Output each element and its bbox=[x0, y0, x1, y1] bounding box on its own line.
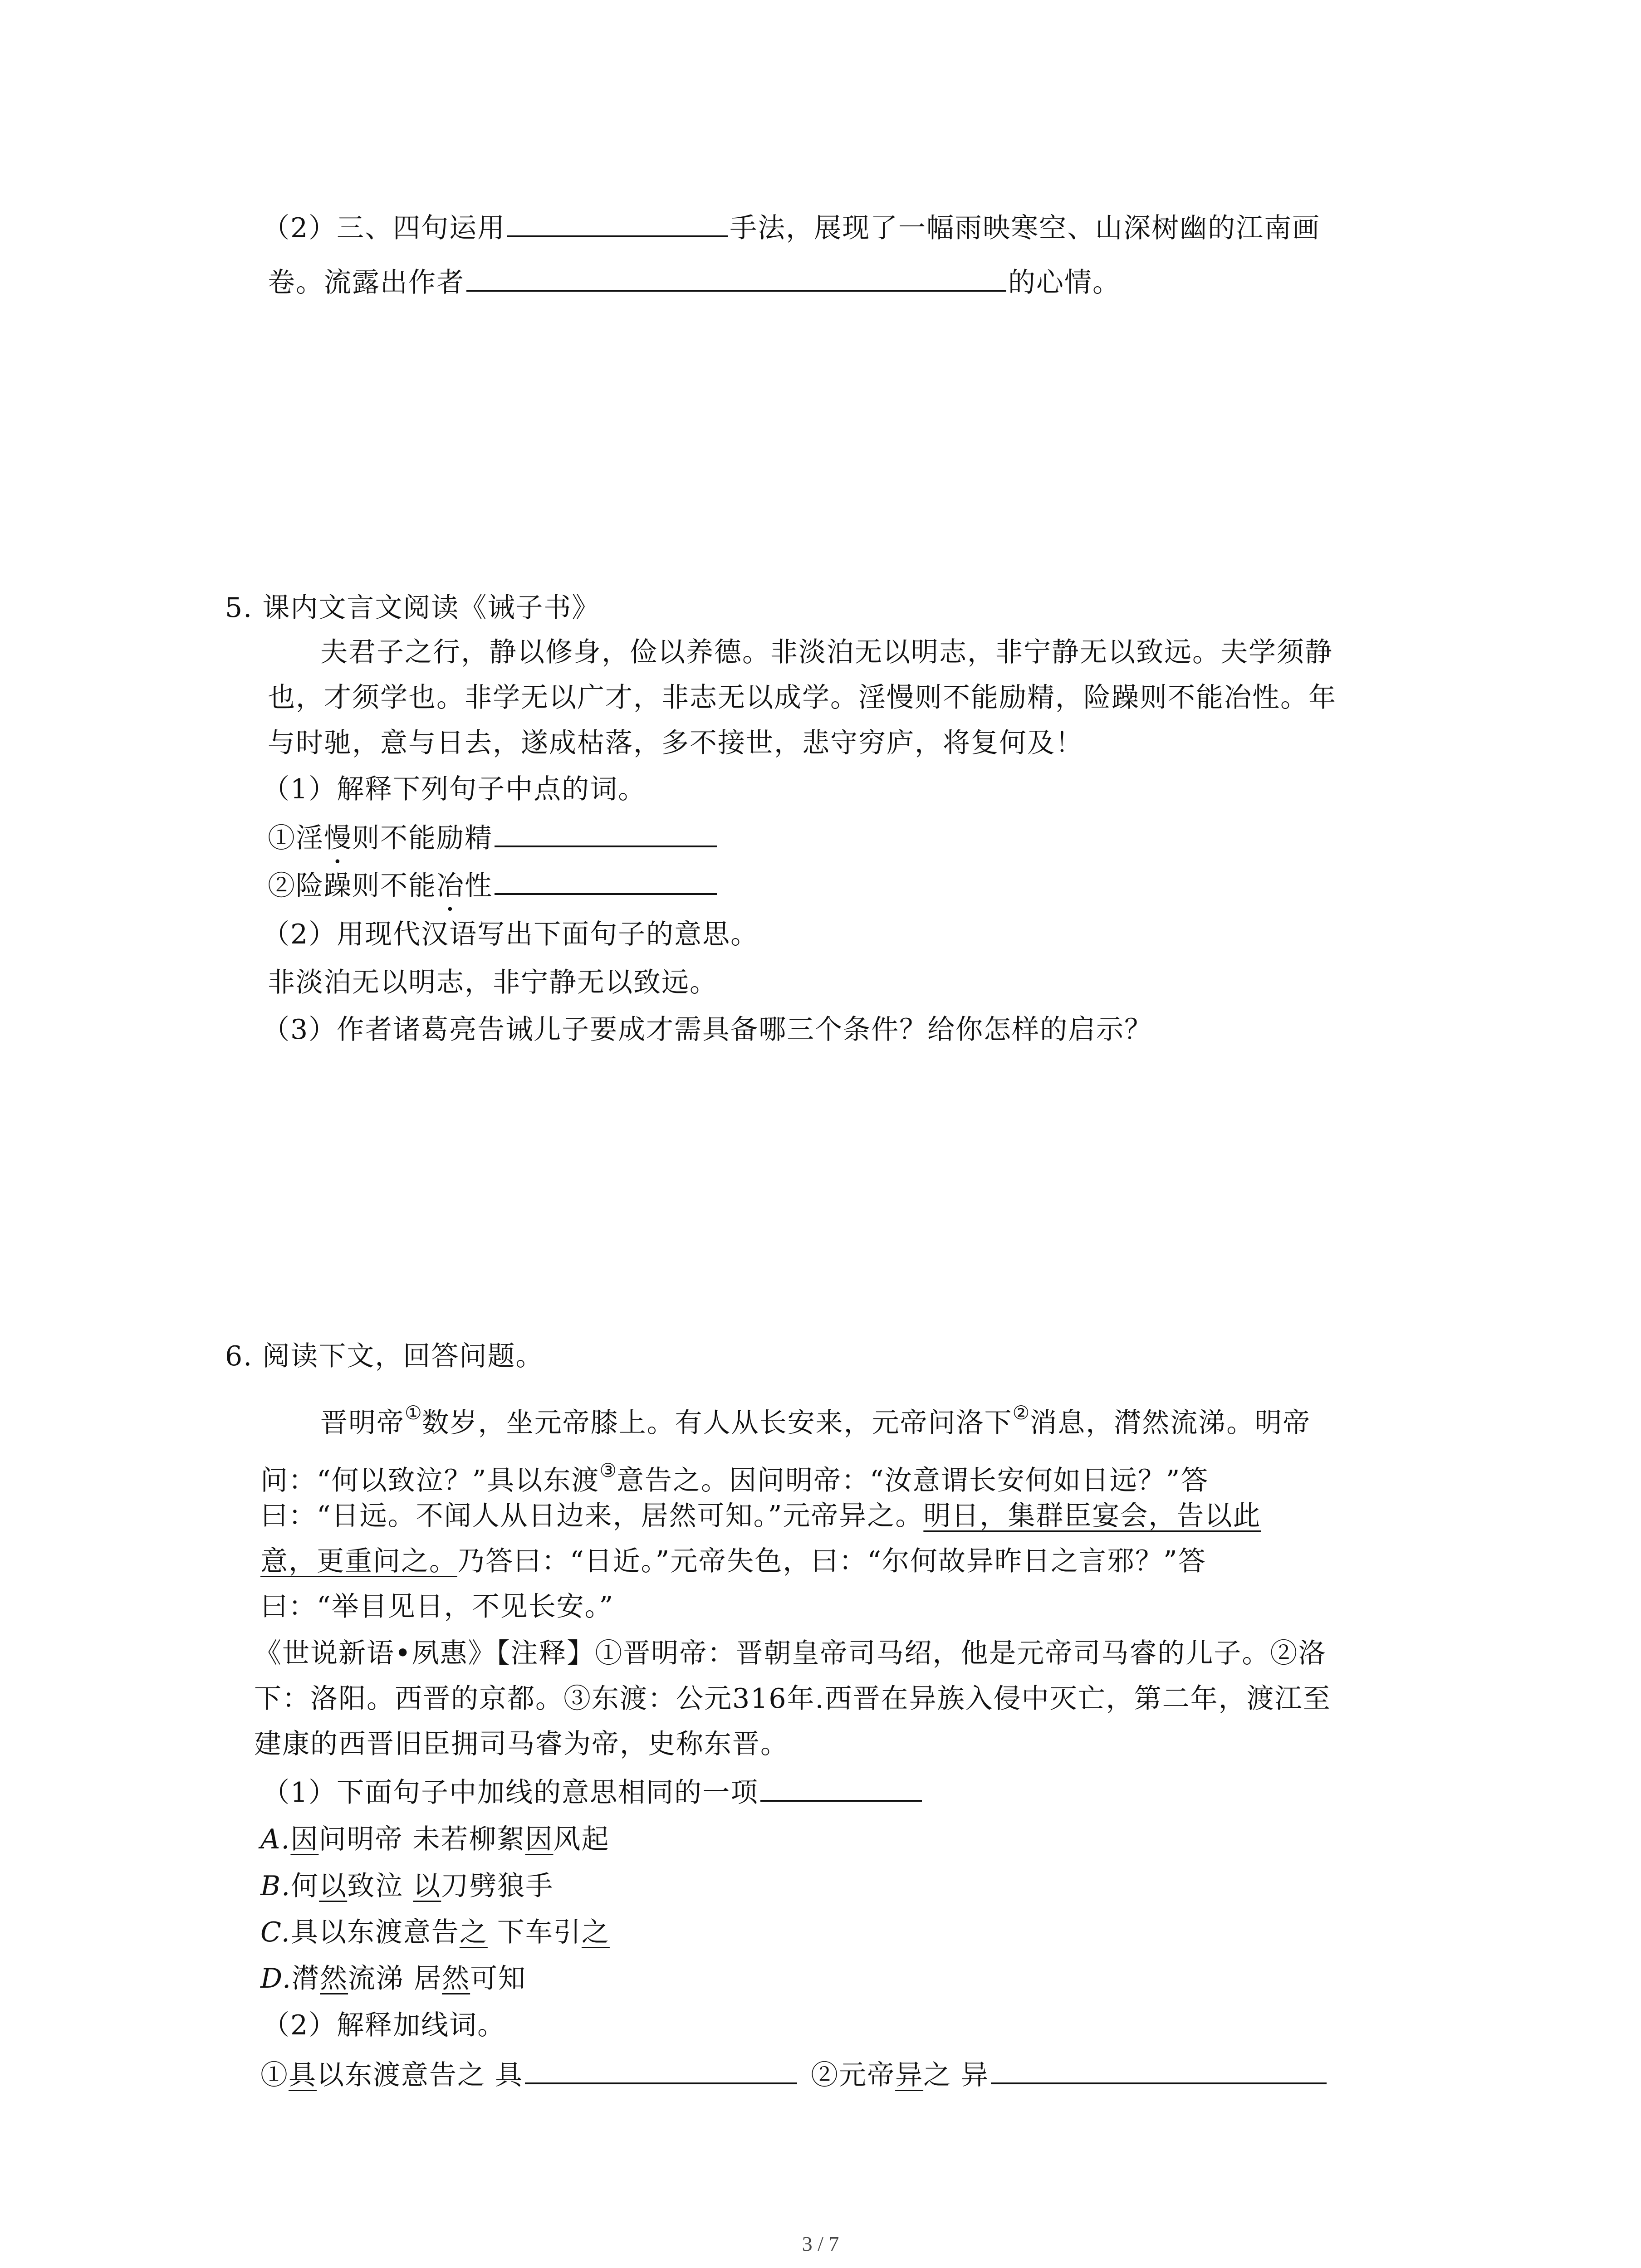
answer-blank[interactable] bbox=[991, 2058, 1327, 2084]
q5-sub2-sentence: 非淡泊无以明志，非宁静无以致远。 bbox=[268, 967, 718, 998]
q6-sub1 bbox=[262, 1774, 924, 1811]
dotted-word: 慢 bbox=[324, 822, 352, 854]
q4-sub2-text-c: 卷。流露出作者 bbox=[268, 267, 465, 298]
q5-sub2: （2）用现代汉语写出下面句子的意思。 bbox=[262, 919, 759, 950]
q6-note-line: 下：洛阳。西晋的京都。③东渡：公元316年.西晋在异族入侵中灭亡，第二年，渡江至 bbox=[254, 1683, 1331, 1715]
passage-text: 乃答曰：“日近。”元帝失色，曰：“尔何故异昨日之言邪？”答 bbox=[457, 1545, 1206, 1577]
q6-passage-line bbox=[260, 1498, 1261, 1534]
passage-text: 消息，潸然流涕。明帝 bbox=[1029, 1407, 1311, 1439]
q6-option-d[interactable] bbox=[260, 1960, 526, 1997]
underlined-word: 因 bbox=[290, 1823, 319, 1855]
underlined-word: 之 bbox=[581, 1916, 610, 1948]
q4-sub2-text-a: （2）三、四句运用 bbox=[262, 212, 506, 244]
q5-item1 bbox=[268, 820, 719, 856]
answer-blank[interactable] bbox=[466, 265, 1006, 292]
q6-note-line: 《世说新语•夙惠》【注释】①晋明帝：晋朝皇帝司马绍，他是元帝司马睿的儿子。②洛 bbox=[254, 1637, 1327, 1669]
answer-blank[interactable] bbox=[507, 211, 728, 237]
q5-sub1: （1）解释下列句子中点的词。 bbox=[262, 773, 647, 805]
option-text: 潸 bbox=[292, 1963, 320, 1994]
underlined-word: 异 bbox=[895, 2059, 924, 2091]
q5-passage-line: 也，才须学也。非学无以广才，非志无以成学。淫慢则不能励精，险躁则不能冶性。年 bbox=[268, 682, 1337, 714]
item-text: 以东渡意告之 具 bbox=[317, 2059, 524, 2091]
answer-blank[interactable] bbox=[495, 869, 717, 895]
q6-option-c[interactable] bbox=[260, 1914, 610, 1950]
item-text: ① bbox=[260, 2059, 289, 2091]
answer-blank[interactable] bbox=[760, 1775, 922, 1802]
option-text: 刀劈狼手 bbox=[441, 1870, 554, 1902]
item-text: ②险躁则不能 bbox=[268, 870, 436, 902]
q5-passage-line: 夫君子之行，静以修身，俭以养德。非淡泊无以明志，非宁静无以致远。夫学须静 bbox=[320, 636, 1333, 668]
q6-passage-line bbox=[260, 1543, 1206, 1579]
underlined-word: 以 bbox=[413, 1870, 441, 1902]
item-text: ②元帝 bbox=[811, 2059, 896, 2091]
q5-passage-line: 与时驰，意与日去，遂成枯落，多不接世，悲守穷庐，将复何及！ bbox=[268, 727, 1083, 759]
underlined-word: 具 bbox=[289, 2059, 317, 2091]
q6-note-line: 建康的西晋旧臣拥司马睿为帝，史称东晋。 bbox=[254, 1728, 789, 1760]
passage-text: 晋明帝 bbox=[320, 1407, 405, 1439]
q4-sub2-line2 bbox=[268, 264, 1121, 301]
item-text: ①淫 bbox=[268, 822, 324, 854]
option-letter: B. bbox=[260, 1870, 291, 1902]
answer-blank[interactable] bbox=[495, 821, 717, 847]
underlined-sentence: 明日，集群臣宴会，告以此 bbox=[923, 1500, 1261, 1532]
q5-item2 bbox=[268, 868, 719, 904]
option-text: 问明帝 未若柳絮 bbox=[318, 1823, 525, 1855]
page-number: 3 / 7 bbox=[802, 2232, 839, 2255]
dotted-word: 冶 bbox=[436, 870, 465, 902]
option-text: 具以东渡意告 bbox=[290, 1916, 460, 1948]
option-letter: D. bbox=[260, 1963, 292, 1994]
q6-passage-line: 曰：“举目见日，不见长安。” bbox=[260, 1591, 614, 1623]
underlined-word: 然 bbox=[320, 1963, 348, 1994]
option-text: 下车引 bbox=[487, 1916, 582, 1948]
note-marker: ① bbox=[405, 1402, 422, 1424]
passage-text: 意告之。因问明帝：“汝意谓长安何如日远？”答 bbox=[617, 1465, 1209, 1496]
option-letter: C. bbox=[260, 1916, 291, 1948]
passage-text: 数岁，坐元帝膝上。有人从长安来，元帝问洛下 bbox=[421, 1407, 1013, 1439]
q6-passage-line bbox=[260, 1452, 1209, 1496]
option-text: 流涕 居 bbox=[348, 1963, 442, 1994]
option-text: 致泣 bbox=[347, 1870, 413, 1902]
underlined-word: 之 bbox=[459, 1916, 488, 1948]
passage-text: 曰：“日远。不闻人从日边来，居然可知。”元帝异之。 bbox=[260, 1500, 924, 1532]
q6-passage-line bbox=[320, 1395, 1311, 1439]
item-text: 则不能励精 bbox=[352, 822, 493, 854]
option-text: 可知 bbox=[470, 1963, 527, 1994]
note-marker: ③ bbox=[599, 1459, 617, 1481]
underlined-sentence: 意，更重问之。 bbox=[260, 1545, 457, 1577]
q6-option-a[interactable] bbox=[260, 1821, 609, 1857]
item-text: 性 bbox=[465, 870, 493, 902]
option-letter: A. bbox=[260, 1823, 291, 1855]
underlined-word: 然 bbox=[442, 1963, 470, 1994]
underlined-word: 因 bbox=[525, 1823, 554, 1855]
question-text: （1）下面句子中加线的意思相同的一项 bbox=[262, 1777, 759, 1809]
option-text: 风起 bbox=[553, 1823, 610, 1855]
q5-sub3: （3）作者诸葛亮告诫儿子要成才需具备哪三个条件？给你怎样的启示？ bbox=[262, 1014, 1153, 1046]
option-text: 何 bbox=[291, 1870, 319, 1902]
q4-sub2-text-d: 的心情。 bbox=[1008, 267, 1121, 298]
passage-text: 问：“何以致泣？”具以东渡 bbox=[260, 1465, 600, 1496]
item-text: 之 异 bbox=[923, 2059, 989, 2091]
q6-sub2: （2）解释加线词。 bbox=[262, 2009, 506, 2041]
note-marker: ② bbox=[1012, 1402, 1030, 1424]
answer-blank[interactable] bbox=[525, 2058, 797, 2084]
q6-option-b[interactable] bbox=[260, 1868, 554, 1904]
q6-heading: 6. 阅读下文，回答问题。 bbox=[225, 1340, 544, 1372]
underlined-word: 以 bbox=[319, 1870, 348, 1902]
q4-sub2-line1 bbox=[262, 210, 1320, 246]
q4-sub2-text-b: 手法，展现了一幅雨映寒空、山深树幽的江南画 bbox=[730, 212, 1321, 244]
q6-sub2-items bbox=[260, 2057, 1328, 2093]
q5-heading: 5. 课内文言文阅读《诫子书》 bbox=[225, 592, 600, 624]
